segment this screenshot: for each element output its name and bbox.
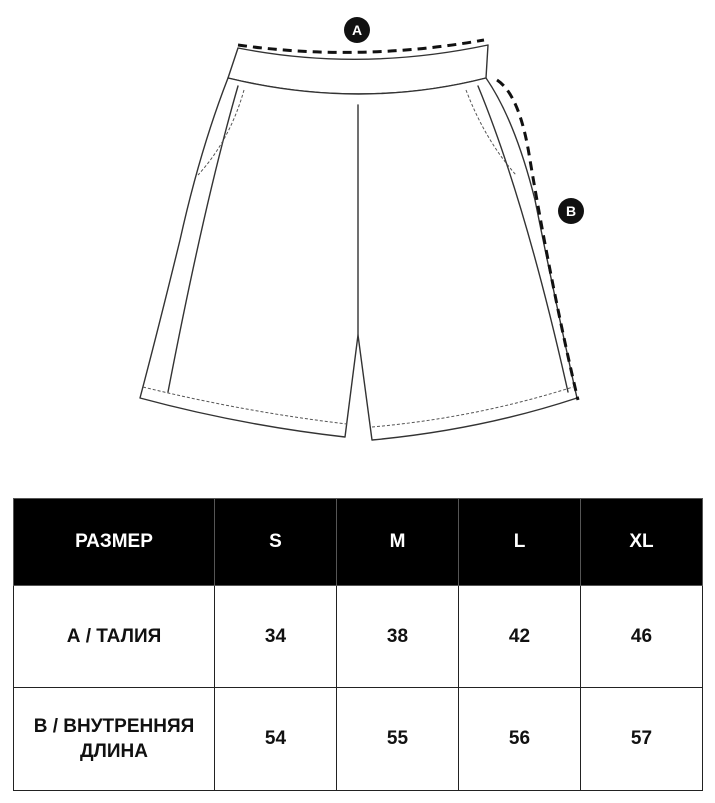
row-label-waist: А / ТАЛИЯ [14,586,215,688]
header-size-xl: XL [581,499,703,586]
row-label-line2: ДЛИНА [80,741,148,762]
size-header-row [14,499,703,586]
table-cell: 38 [337,586,459,688]
table-cell: 46 [581,586,703,688]
size-table [13,498,703,791]
table-row-waist [14,586,703,688]
header-size-m: M [337,499,459,586]
table-cell: 34 [215,586,337,688]
row-label-inner-length [14,688,215,791]
row-label-line1: В / ВНУТРЕННЯЯ [33,716,195,737]
table-cell: 54 [215,688,337,791]
marker-b-label: B [565,203,577,219]
table-row-inner-length [14,688,703,791]
table-cell: 55 [337,688,459,791]
table-cell: 57 [581,688,703,791]
header-size-s: S [215,499,337,586]
marker-b [558,198,584,224]
header-size-l: L [459,499,581,586]
marker-a-label: A [351,22,363,38]
header-size-label: РАЗМЕР [14,499,215,586]
marker-a [344,17,370,43]
table-cell: 42 [459,586,581,688]
table-cell: 56 [459,688,581,791]
